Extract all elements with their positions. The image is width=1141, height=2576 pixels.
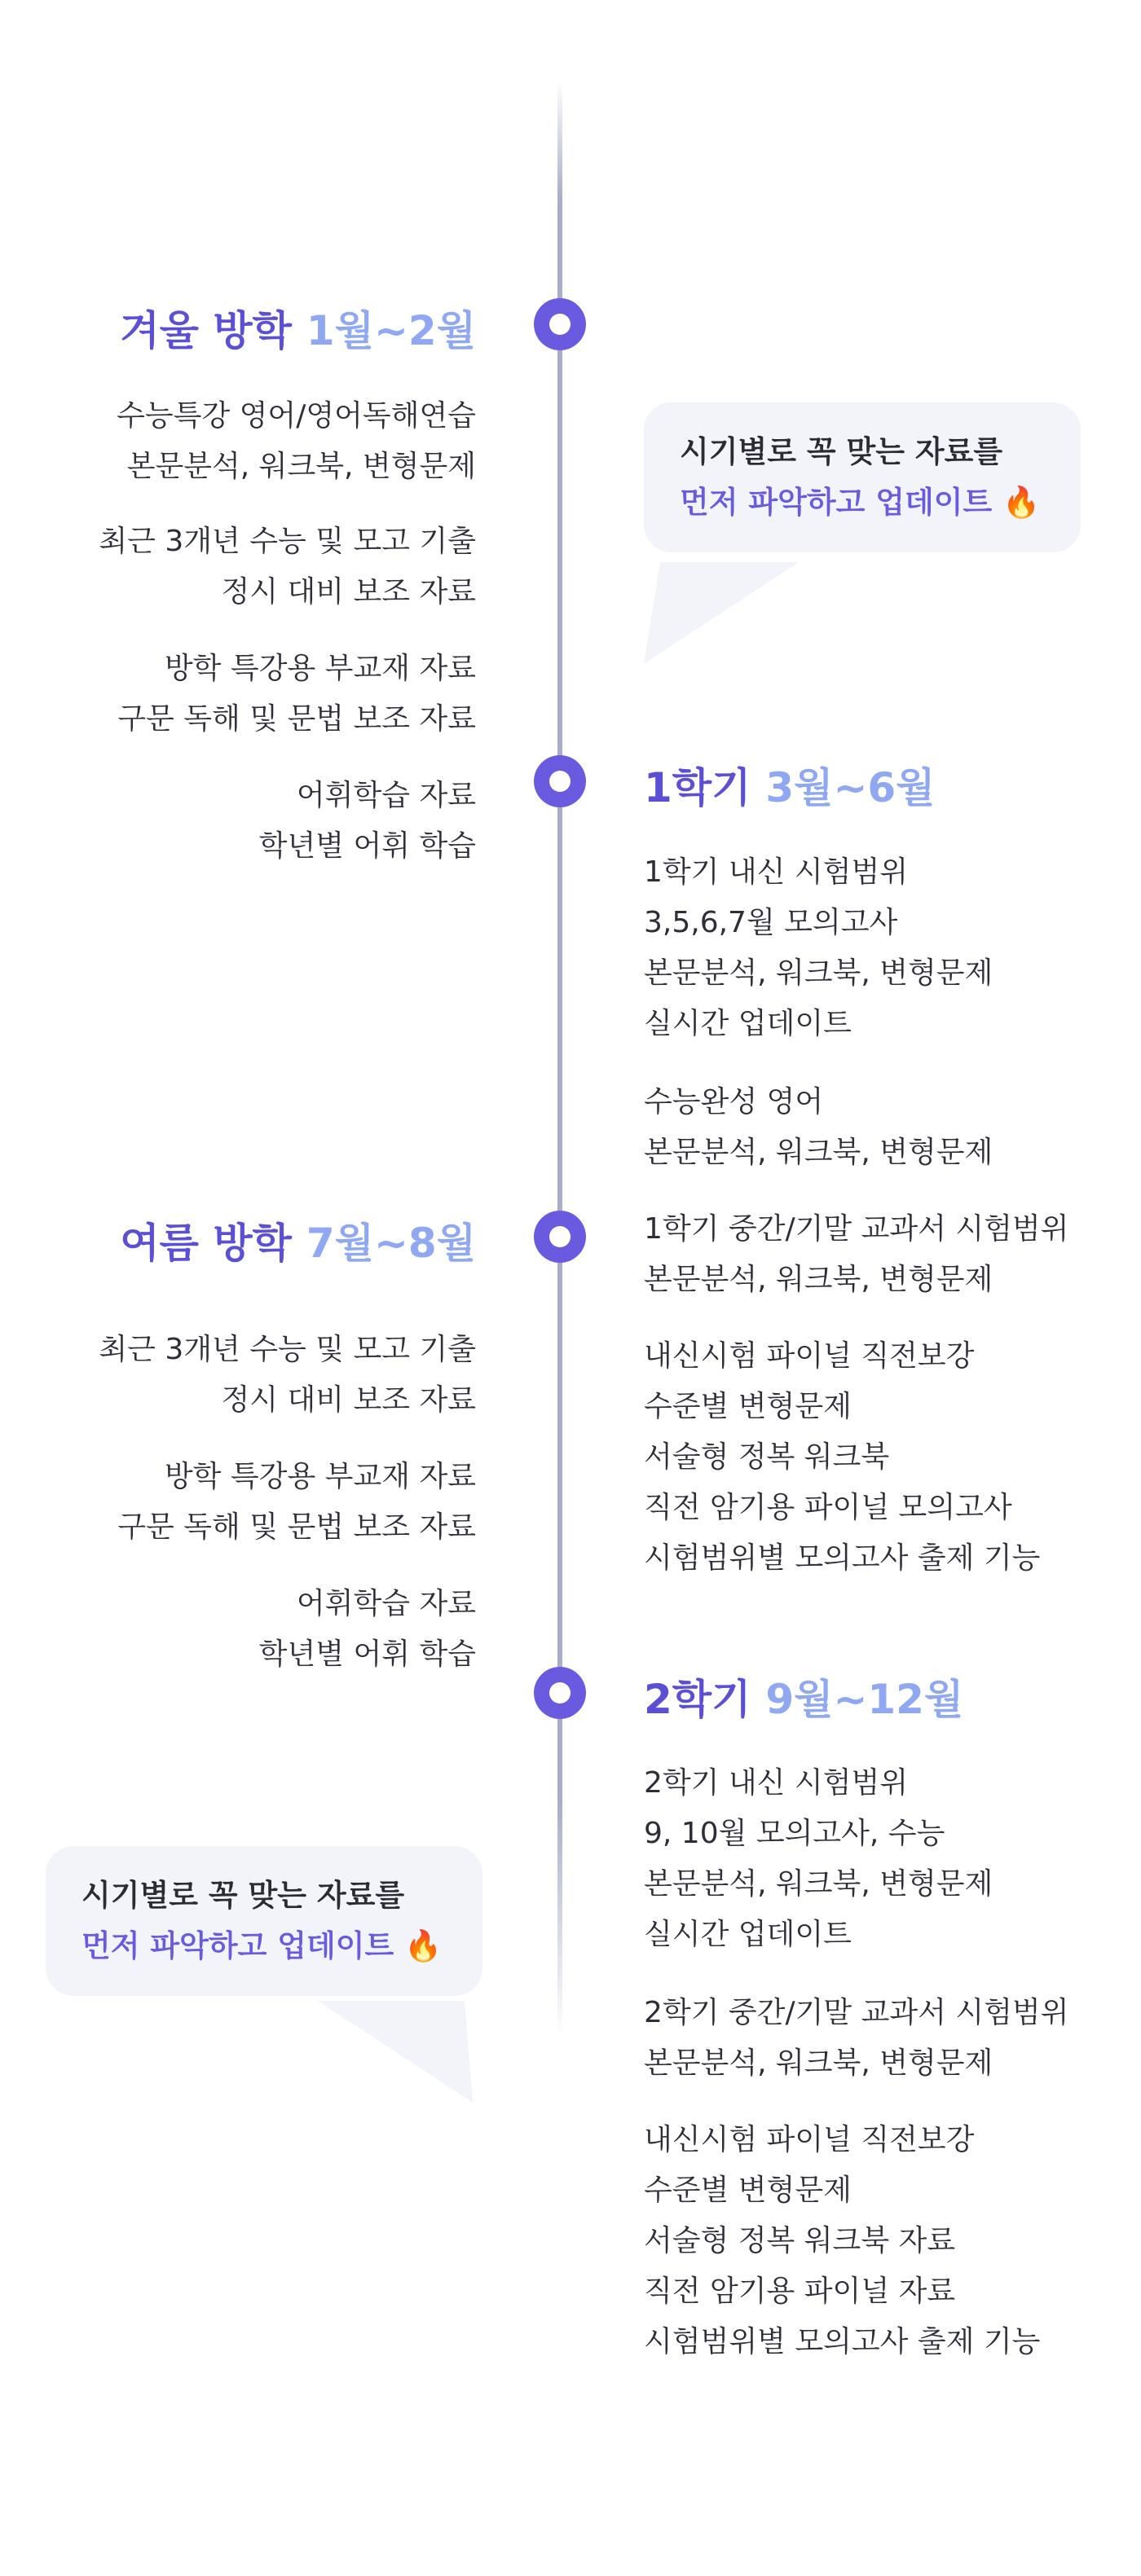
semester1-group-2 — [644, 1077, 993, 1178]
list-item: 수능완성 영어 — [644, 1085, 824, 1119]
list-item: 구문 독해 및 문법 보조 자료 — [117, 702, 476, 736]
timeline-dot-semester2 — [534, 1667, 586, 1719]
list-item: 실시간 업데이트 — [644, 1918, 852, 1951]
semester2-group-1 — [644, 1758, 993, 1960]
list-item: 본문분석, 워크북, 변형문제 — [644, 1263, 993, 1296]
timeline-dot-semester1 — [534, 755, 586, 807]
bubble-line-2: 먼저 파악하고 업데이트 🔥 — [82, 1928, 443, 1963]
winter-group-2 — [99, 517, 476, 618]
list-item: 직전 암기용 파이널 자료 — [644, 2275, 956, 2308]
winter-group-3 — [117, 644, 476, 745]
timeline-dot-summer — [534, 1211, 586, 1263]
section-title: 겨울 방학 — [120, 307, 292, 354]
list-item: 실시간 업데이트 — [644, 1007, 852, 1040]
list-item: 서술형 정복 워크북 자료 — [644, 2224, 956, 2257]
section-period: 9월~12월 — [765, 1676, 964, 1723]
list-item: 시험범위별 모의고사 출제 기능 — [644, 1541, 1041, 1575]
section-title: 2학기 — [644, 1676, 751, 1723]
list-item: 어휘학습 자료 — [296, 1587, 476, 1620]
section-heading-semester2 — [644, 1667, 963, 1725]
list-item: 본문분석, 워크북, 변형문제 — [644, 1867, 993, 1901]
bubble-line-1: 시기별로 꼭 맞는 자료를 — [82, 1878, 405, 1913]
summer-group-2 — [117, 1452, 476, 1553]
speech-bubble-bottom — [46, 1846, 482, 1996]
list-item: 직전 암기용 파이널 모의고사 — [644, 1491, 1012, 1524]
list-item: 수준별 변형문제 — [644, 1390, 852, 1423]
list-item: 2학기 중간/기말 교과서 시험범위 — [644, 1996, 1069, 2029]
section-heading-winter — [120, 298, 476, 357]
list-item: 방학 특강용 부교재 자료 — [164, 1460, 476, 1493]
timeline-dot-winter — [534, 298, 586, 350]
list-item: 본문분석, 워크북, 변형문제 — [644, 1136, 993, 1169]
bubble-line-2: 먼저 파악하고 업데이트 🔥 — [680, 485, 1041, 520]
timeline-line — [557, 81, 562, 2037]
winter-group-1 — [117, 391, 476, 492]
list-item: 정시 대비 보조 자료 — [221, 575, 476, 609]
section-title: 여름 방학 — [120, 1220, 292, 1267]
list-item: 구문 독해 및 문법 보조 자료 — [117, 1510, 476, 1544]
section-heading-semester1 — [644, 755, 935, 814]
summer-group-3 — [259, 1579, 476, 1680]
section-heading-summer — [120, 1211, 476, 1269]
semester2-group-2 — [644, 1988, 1068, 2089]
list-item: 학년별 어휘 학습 — [258, 1637, 476, 1671]
list-item: 내신시험 파이널 직전보강 — [644, 2123, 975, 2156]
list-item: 수준별 변형문제 — [644, 2174, 852, 2207]
list-item: 시험범위별 모의고사 출제 기능 — [644, 2325, 1041, 2358]
list-item: 최근 3개년 수능 및 모고 기출 — [99, 1333, 476, 1366]
list-item: 본문분석, 워크북, 변형문제 — [644, 956, 993, 990]
list-item: 1학기 내신 시험범위 — [644, 855, 908, 889]
section-title: 1학기 — [644, 764, 751, 811]
list-item: 3,5,6,7월 모의고사 — [644, 906, 898, 939]
semester1-group-4 — [644, 1331, 1040, 1584]
list-item: 수능특강 영어/영어독해연습 — [117, 399, 476, 433]
summer-group-1 — [99, 1325, 476, 1426]
section-period: 3월~6월 — [765, 764, 936, 811]
speech-bubble-top-tail — [644, 562, 807, 668]
list-item: 어휘학습 자료 — [296, 779, 476, 812]
section-period: 7월~8월 — [306, 1220, 476, 1267]
semester2-group-3 — [644, 2115, 1040, 2367]
list-item: 내신시험 파이널 직전보강 — [644, 1339, 975, 1373]
list-item: 1학기 중간/기말 교과서 시험범위 — [644, 1212, 1069, 1246]
section-period: 1월~2월 — [306, 307, 476, 354]
list-item: 방학 특강용 부교재 자료 — [164, 652, 476, 685]
list-item: 2학기 내신 시험범위 — [644, 1766, 908, 1800]
speech-bubble-top — [644, 402, 1081, 552]
semester1-group-1 — [644, 847, 993, 1049]
list-item: 서술형 정복 워크북 — [644, 1440, 890, 1474]
list-item: 본문분석, 워크북, 변형문제 — [644, 2046, 993, 2080]
list-item: 학년별 어휘 학습 — [258, 829, 476, 863]
semester1-group-3 — [644, 1204, 1068, 1305]
list-item: 9, 10월 모의고사, 수능 — [644, 1817, 945, 1850]
list-item: 최근 3개년 수능 및 모고 기출 — [99, 525, 476, 558]
list-item: 정시 대비 보조 자료 — [221, 1383, 476, 1417]
winter-group-4 — [259, 771, 476, 872]
speech-bubble-bottom-tail — [318, 2001, 481, 2107]
bubble-line-1: 시기별로 꼭 맞는 자료를 — [680, 434, 1003, 469]
list-item: 본문분석, 워크북, 변형문제 — [126, 450, 476, 483]
